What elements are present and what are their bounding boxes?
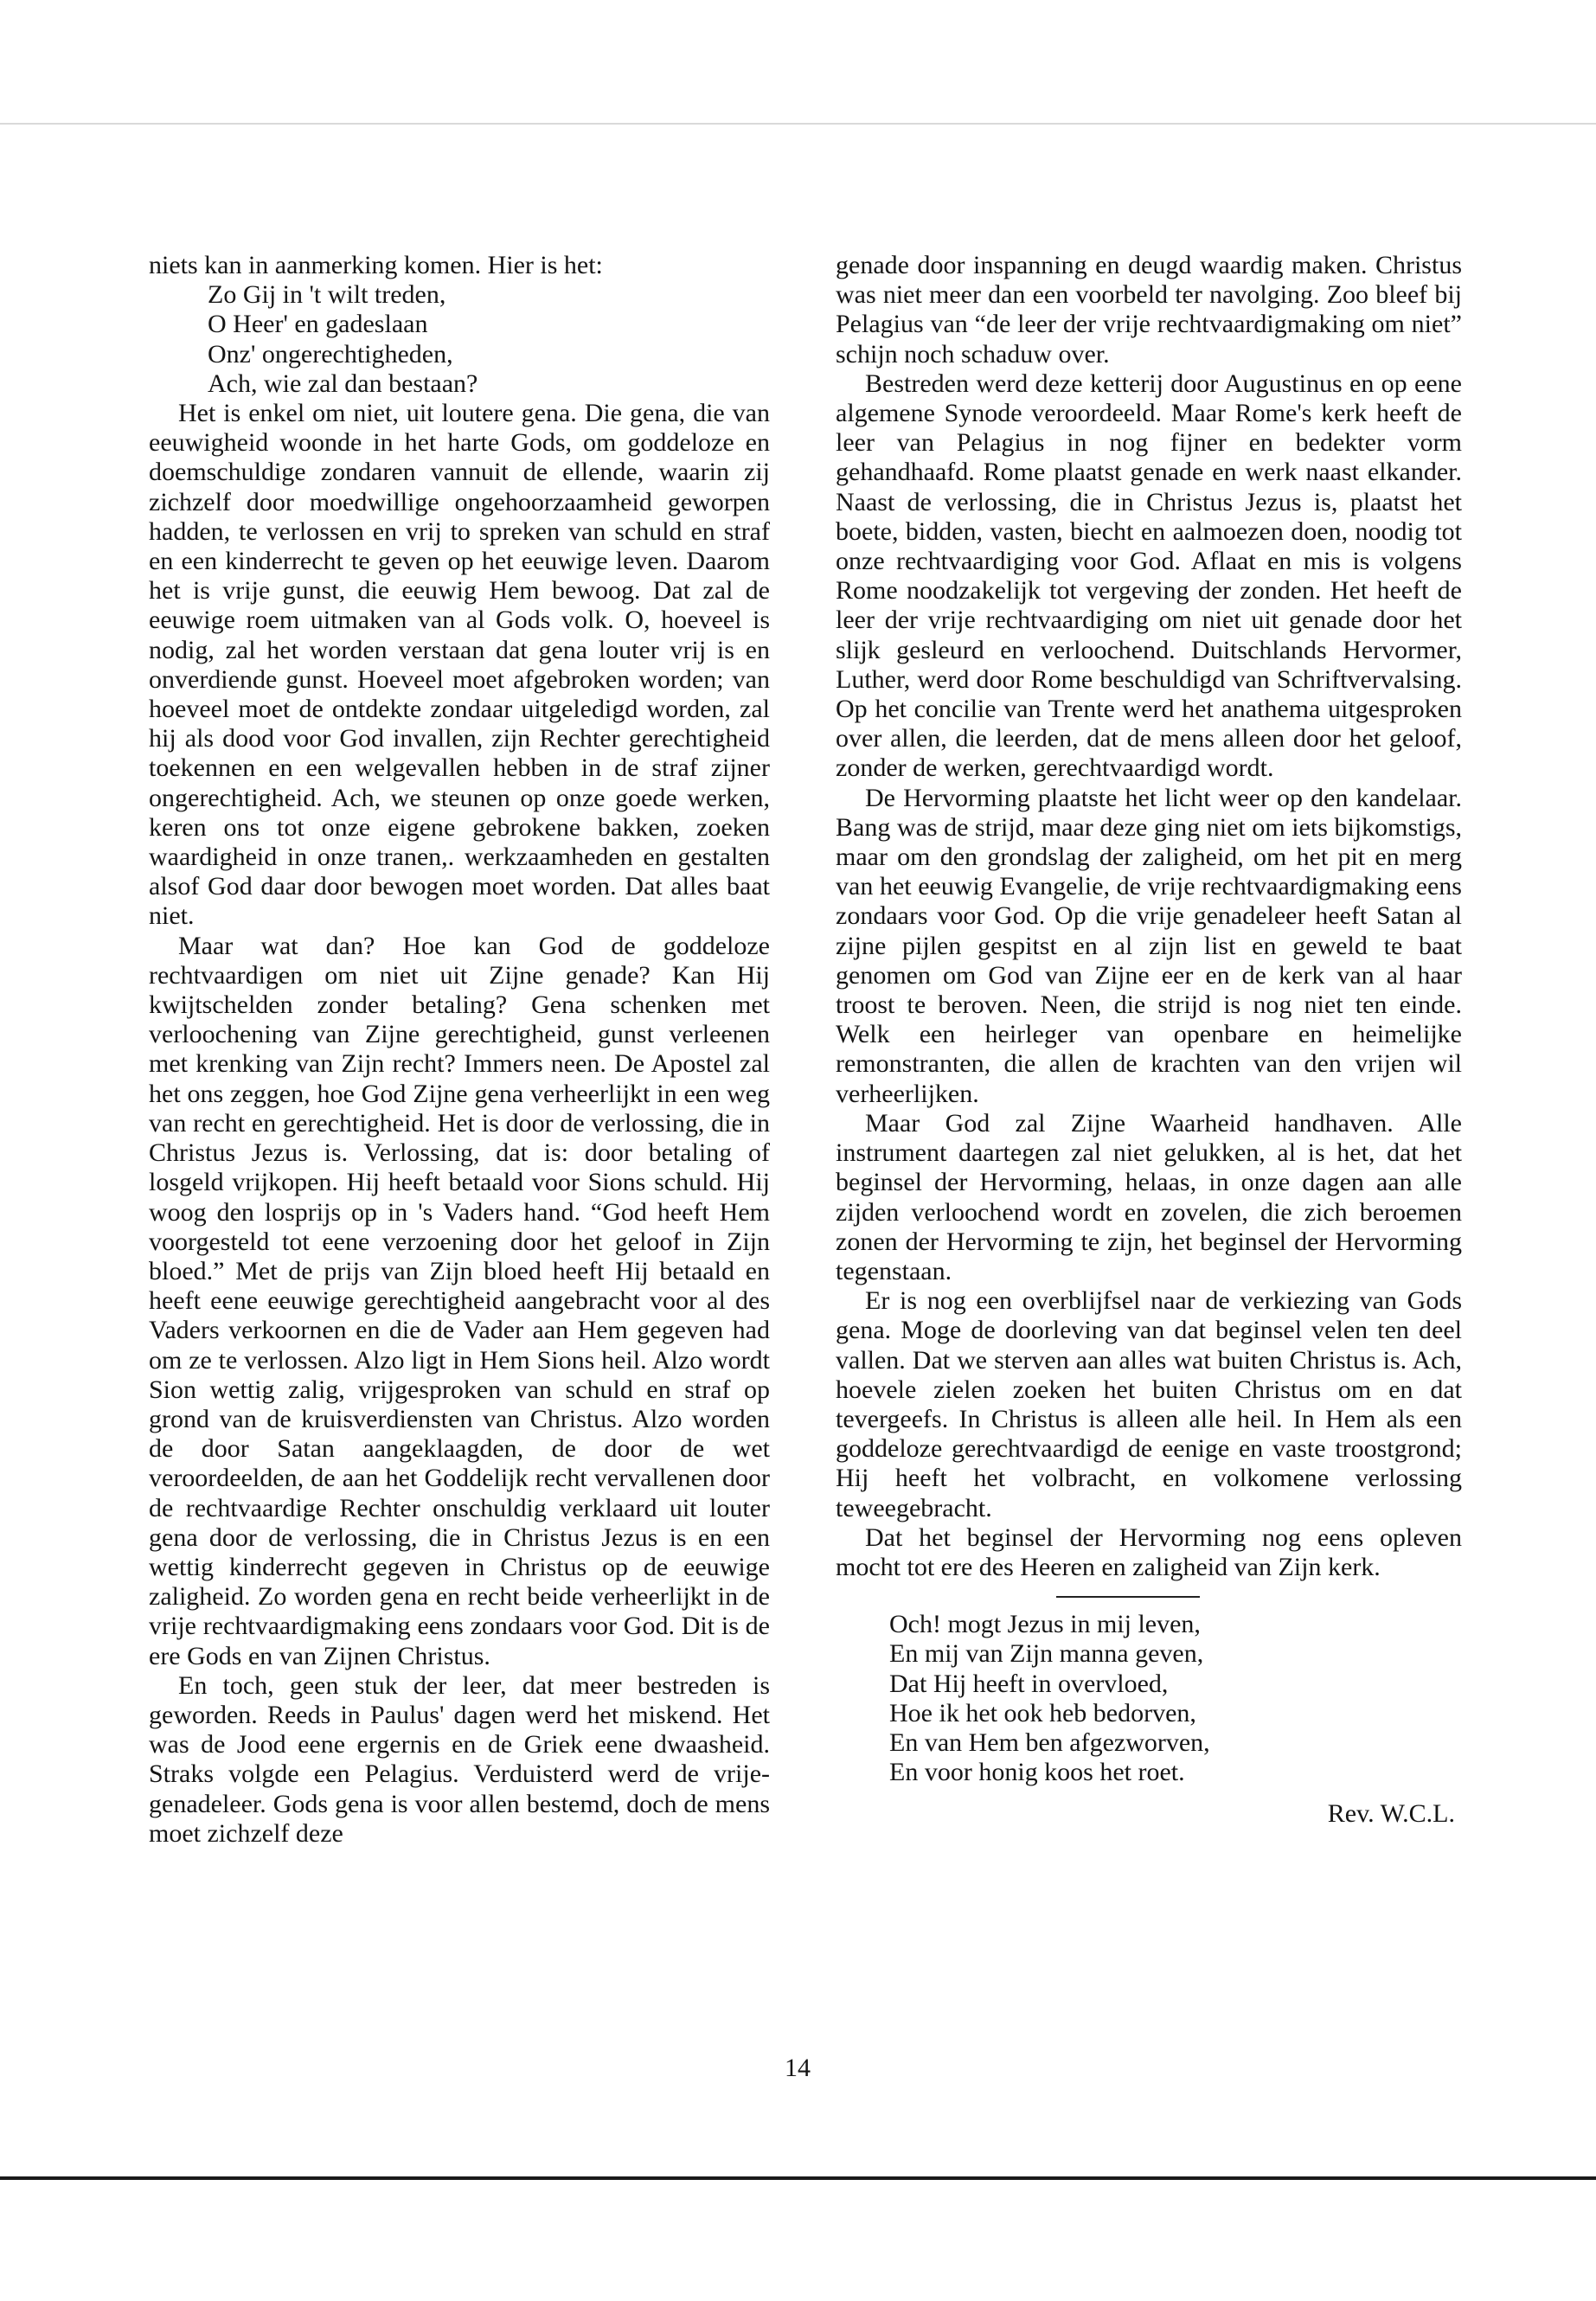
paragraph: Bestreden werd deze ketterij door Augustinus en op eene algemene Synode veroordeeld. Maar Rome's kerk heeft de leer van Pelagius in nog fijner en bedekter vorm gehandhaafd. Rome plaatst genade en werk naast elkander. Naast de verlossing, die in Christus Jezus is, plaatst het boete, bidden, vasten, biecht en aalmoezen doen, noodig tot onze rechtvaardiging voor God. Aflaat en mis is volgens Rome noodzakelijk tot vergeving der zonden. Het heeft de leer der vrije rechtvaardiging om niet uit genade door het slijk gesleurd en verloochend. Duitschlands Hervormer, Luther, werd door Rome beschuldigd van Schriftvervalsing. Op het concilie van Trente werd het anathema uitgesproken over allen, die leerden, dat de mens alleen door het geloof, zonder de werken, gerechtvaardigd wordt.	[836, 369, 1462, 783]
verse-line: Ach, wie zal dan bestaan?	[208, 369, 478, 398]
closing-poem	[836, 1610, 1462, 1787]
paragraph: En toch, geen stuk der leer, dat meer bestreden is geworden. Reeds in Paulus' dagen werd het miskend. Het was de Jood eene ergernis en de Griek eene dwaasheid. Straks volgde een Pelagius. Verduisterd werd de vrije-genadeleer. Gods gena is voor allen bestemd, doch de mens moet zichzelf deze	[149, 1670, 770, 1848]
verse-line: Zo Gij in 't wilt treden,	[208, 280, 446, 310]
paragraph: Maar God zal Zijne Waarheid handhaven. Alle instrument daartegen zal niet gelukken, al is het, dat het beginsel der Hervorming, helaas, in onze dagen aan alle zijden verloochend wordt en zovelen, die zich beroemen zonen der Hervorming te zijn, het beginsel der Hervorming tegenstaan.	[836, 1108, 1462, 1285]
poem-line: Hoe ik het ook heb bedorven,	[889, 1698, 1196, 1727]
poem-line: En van Hem ben afgezworven,	[889, 1727, 1210, 1757]
left-column	[149, 251, 770, 1849]
author-signature: Rev. W.C.L.	[1327, 1799, 1455, 1829]
verse-line: O Heer' en gadeslaan	[208, 310, 428, 339]
poem-line: En mij van Zijn manna geven,	[889, 1639, 1204, 1669]
scan-edge-bottom	[0, 2176, 1596, 2180]
paragraph: Er is nog een overblijfsel naar de verkiezing van Gods gena. Moge de doorleving van dat beginsel velen ten deel vallen. Dat we sterven aan alles wat buiten Christus is. Ach, hoevele zielen zoeken het buiten Christus om en dat tevergeefs. In Christus is alleen alle heil. In Hem als een goddeloze gerechtvaardigd de eenige en vaste troostgrond; Hij heeft het volbracht, en volkomene verlossing teweegebracht.	[836, 1286, 1462, 1522]
psalm-verse	[149, 280, 770, 399]
paragraph: De Hervorming plaatste het licht weer op den kandelaar. Bang was de strijd, maar deze ging niet om iets bijkomstigs, maar om den grondslag der zaligheid, om het pit en merg van het eeuwig Evangelie, de vrije rechtvaardigmaking eens zondaars voor God. Op die vrije genadeleer heeft Satan al zijne pijlen gespitst en al zijn list en geweld te baat genomen om God van Zijne eer en de kerk van al haar troost te beroven. Neen, die strijd is nog niet ten einde. Welk een heirleger van openbare en heimelijke remonstranten, die allen de krachten van den vrijen wil verheerlijken.	[836, 783, 1462, 1108]
scan-edge-top	[0, 123, 1596, 125]
right-column	[836, 251, 1462, 1830]
poem-line: Dat Hij heeft in overvloed,	[889, 1669, 1169, 1698]
continued-paragraph: genade door inspanning en deugd waardig maken. Christus was niet meer dan een voorbeld ter navolging. Zoo bleef bij Pelagius van “de leer der vrije rechtvaardigmaking om niet” schijn noch schaduw over.	[836, 251, 1462, 369]
section-divider	[1056, 1596, 1200, 1598]
paragraph: Maar wat dan? Hoe kan God de goddeloze rechtvaardigen om niet uit Zijne genade? Kan Hij kwijtschelden zonder betaling? Gena schenken met verloochening van Zijne gerechtigheid, gunst verleenen met krenking van Zijn recht? Immers neen. De Apostel zal het ons zeggen, hoe God Zijne gena verheerlijkt in een weg van recht en gerechtigheid. Het is door de verlossing, die in Christus Jezus is. Verlossing, dat is: door betaling of losgeld vrijkopen. Hij heeft betaald voor Sions schuld. Hij woog den losprijs op in 's Vaders hand. “God heeft Hem voorgesteld tot eene verzoening door het geloof in Zijn bloed.” Met de prijs van Zijn bloed heeft Hij betaald en heeft eene eeuwige gerechtigheid aangebracht voor al des Vaders verkoornen en die de Vader aan Hem gegeven had om ze te verlossen. Alzo ligt in Hem Sions heil. Alzo wordt Sion wettig zalig, vrijgesproken van schuld en straf op grond van de kruisverdiensten van Christus. Alzo worden de door Satan aangeklaagden, de door de wet veroordeelden, de aan het Goddelijk recht vervallenen door de rechtvaardige Rechter onschuldig verklaard uit louter gena door de verlossing, die in Christus Jezus is en een wettig kinderrecht gegeven in Christus op de eeuwige zaligheid. Zo worden gena en recht beide verheerlijkt in de vrije rechtvaardigmaking eens zondaars voor God. Dit is de ere Gods en van Zijnen Christus.	[149, 931, 770, 1670]
poem-line: En voor honig koos het roet.	[889, 1758, 1185, 1787]
paragraph: Het is enkel om niet, uit loutere gena. Die gena, die van eeuwigheid woonde in het harte Gods, om goddeloze en doemschuldige zondaren vannuit de ellende, waarin zij zichzelf door moedwillige ongehoorzaamheid geworpen hadden, te verlossen en vrij to spreken van schuld en straf en een kinderrecht te geven op het eeuwige leven. Daarom het is vrije gunst, die eeuwig Hem bewoog. Dat zal de eeuwige roem uitmaken van al Gods volk. O, hoeveel is nodig, zal het worden verstaan dat gena louter vrij is en onverdiende gunst. Hoeveel moet afgebroken worden; van hoeveel moet de ontdekte zondaar uitgeledigd worden, zal hij als dood voor God invallen, zijn Rechter gerechtigheid toekennen en een welgevallen hebben in de straf zijner ongerechtigheid. Ach, we steunen op onze goede werken, keren ons tot onze eigene gebrokene bakken, zoeken waardigheid in onze tranen,. werkzaamheden en gestalten alsof God daar door bewogen moet worden. Dat alles baat niet.	[149, 399, 770, 931]
intro-line: niets kan in aanmerking komen. Hier is het:	[149, 251, 603, 279]
page-number: 14	[785, 2054, 811, 2082]
paragraph: Dat het beginsel der Hervorming nog eens opleven mocht tot ere des Heeren en zaligheid van Zijn kerk.	[836, 1522, 1462, 1581]
poem-line: Och! mogt Jezus in mij leven,	[889, 1610, 1201, 1639]
verse-line: Onz' ongerechtigheden,	[208, 339, 453, 369]
